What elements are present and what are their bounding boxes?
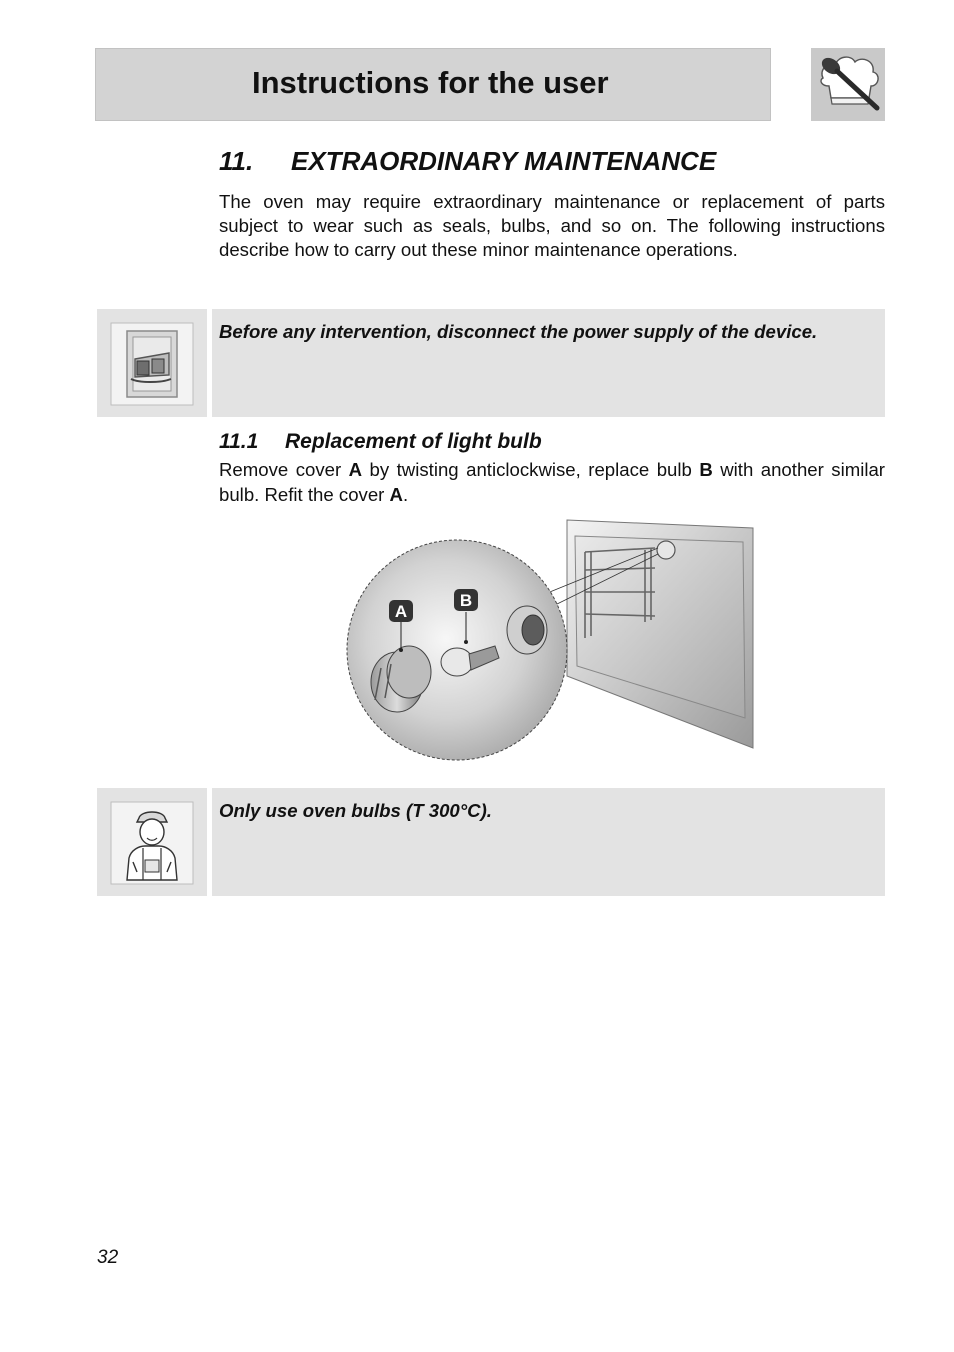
page-number: 32 (97, 1247, 119, 1268)
subsection-number: 11.1 (219, 430, 259, 453)
technician-note (97, 788, 885, 896)
body-text-1: Remove cover (219, 459, 349, 480)
intro-paragraph: The oven may require extraordinary maintenance or replacement of parts subject to wear such as seals, bulbs, and so on. The following instructions describe how to carry out these minor maintenance operations. (219, 191, 885, 260)
warning-icon-box (97, 309, 207, 417)
section-title (219, 146, 716, 177)
body-text-3: with another similar bulb. Refit the cover (219, 459, 885, 505)
bulb-replacement-figure (345, 518, 757, 770)
warning-note (97, 309, 885, 417)
section-title-text: EXTRAORDINARY MAINTENANCE (291, 146, 717, 176)
subsection-title (219, 430, 542, 454)
section-number: 11. (219, 146, 254, 176)
body-ref-b: B (699, 459, 713, 480)
warning-text: Before any intervention, disconnect the power supply of the device. (219, 321, 818, 342)
technician-text-box (212, 788, 885, 896)
technician-icon-box (97, 788, 207, 896)
body-ref-a2: A (389, 484, 403, 505)
body-text-2: by twisting anticlockwise, replace bulb (362, 459, 700, 480)
warning-text-box (212, 309, 885, 417)
header-bar (95, 48, 771, 121)
technician-text: Only use oven bulbs (T 300°C). (219, 800, 492, 821)
label-b: B (459, 591, 473, 610)
label-a: A (394, 602, 408, 621)
subsection-title-text: Replacement of light bulb (285, 430, 542, 453)
body-text-4: . (402, 484, 409, 505)
header-title: Instructions for the user (252, 65, 609, 100)
body-ref-a: A (348, 459, 363, 480)
subsection-body (219, 457, 885, 507)
power-switch-icon (109, 321, 195, 407)
technician-icon (109, 800, 195, 886)
spoon-chef-hat-icon (811, 48, 885, 121)
